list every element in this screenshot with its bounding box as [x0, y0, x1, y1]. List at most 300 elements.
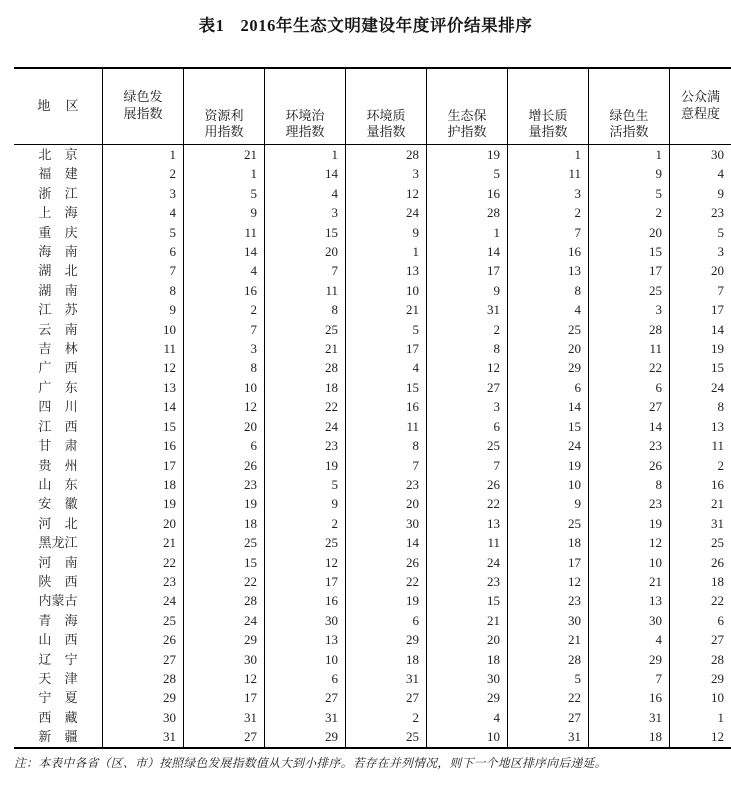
table-row	[14, 184, 731, 203]
cell-ecological-protection-index: 25	[427, 436, 508, 455]
cell-public-satisfaction: 27	[711, 632, 724, 648]
cell-green-development-index: 22	[103, 553, 184, 572]
col-header-environmental-governance-index-line1: 环境治	[285, 107, 325, 123]
table-container	[14, 36, 724, 749]
cell-green-life-index: 1	[589, 145, 670, 165]
cell-green-life-index: 17	[589, 261, 670, 280]
cell-ecological-protection-index: 14	[427, 242, 508, 261]
cell-public-satisfaction: 3	[717, 244, 724, 260]
cell-environmental-quality-index: 27	[346, 688, 427, 707]
cell-green-development-index: 26	[103, 630, 184, 649]
col-header-resource-utilization-index-line2: 用指数	[204, 124, 244, 140]
col-header-green-development-index-line2: 展指数	[123, 105, 163, 121]
cell-resource-utilization-index: 10	[184, 378, 265, 397]
table-row	[14, 553, 731, 572]
cell-ecological-protection-index: 30	[427, 669, 508, 688]
cell-green-development-index: 21	[103, 533, 184, 552]
col-header-public-satisfaction-line2: 意程度	[680, 105, 720, 121]
cell-environmental-governance-index: 17	[265, 572, 346, 591]
cell-environmental-quality-index: 25	[346, 727, 427, 747]
table-row	[14, 456, 731, 475]
cell-public-satisfaction: 23	[711, 205, 724, 221]
cell-growth-quality-index: 15	[508, 417, 589, 436]
cell-region: 天 津	[14, 669, 103, 688]
cell-green-development-index: 7	[103, 261, 184, 280]
cell-green-development-index: 9	[103, 300, 184, 319]
cell-region: 北 京	[14, 145, 103, 165]
cell-region: 吉 林	[14, 339, 103, 358]
cell-environmental-governance-index: 25	[265, 320, 346, 339]
cell-environmental-quality-index: 9	[346, 223, 427, 242]
cell-resource-utilization-index: 5	[184, 184, 265, 203]
cell-green-life-index: 10	[589, 553, 670, 572]
cell-public-satisfaction: 5	[717, 224, 724, 240]
cell-environmental-quality-index: 16	[346, 397, 427, 416]
table-row	[14, 261, 731, 280]
cell-resource-utilization-index: 26	[184, 456, 265, 475]
cell-environmental-governance-index: 5	[265, 475, 346, 494]
cell-growth-quality-index: 10	[508, 475, 589, 494]
cell-green-development-index: 5	[103, 223, 184, 242]
cell-growth-quality-index: 5	[508, 669, 589, 688]
cell-green-development-index: 17	[103, 456, 184, 475]
cell-environmental-quality-index: 29	[346, 630, 427, 649]
cell-environmental-quality-index: 23	[346, 475, 427, 494]
cell-resource-utilization-index: 11	[184, 223, 265, 242]
cell-green-development-index: 15	[103, 417, 184, 436]
cell-public-satisfaction: 24	[711, 379, 724, 395]
col-header-green-development-index	[103, 68, 184, 145]
cell-growth-quality-index: 17	[508, 553, 589, 572]
cell-growth-quality-index: 24	[508, 436, 589, 455]
cell-green-development-index: 28	[103, 669, 184, 688]
cell-green-life-index: 20	[589, 223, 670, 242]
cell-environmental-governance-index: 22	[265, 397, 346, 416]
cell-public-satisfaction: 12	[711, 729, 724, 745]
cell-public-satisfaction: 6	[717, 612, 724, 628]
cell-environmental-quality-index: 1	[346, 242, 427, 261]
cell-environmental-quality-index: 28	[346, 145, 427, 165]
cell-green-development-index: 10	[103, 320, 184, 339]
cell-growth-quality-index: 27	[508, 708, 589, 727]
col-header-environmental-quality-index-line2: 量指数	[366, 124, 406, 140]
cell-environmental-quality-index: 8	[346, 436, 427, 455]
cell-ecological-protection-index: 20	[427, 630, 508, 649]
col-header-ecological-protection-index	[427, 68, 508, 145]
cell-ecological-protection-index: 15	[427, 591, 508, 610]
cell-environmental-quality-index: 13	[346, 261, 427, 280]
cell-growth-quality-index: 22	[508, 688, 589, 707]
cell-public-satisfaction: 26	[711, 554, 724, 570]
table-row	[14, 378, 731, 397]
cell-environmental-governance-index: 27	[265, 688, 346, 707]
table-row	[14, 727, 731, 747]
col-header-green-life-index-line1: 绿色生	[609, 107, 649, 123]
cell-public-satisfaction: 9	[717, 185, 724, 201]
cell-region: 湖 南	[14, 281, 103, 300]
table-row	[14, 300, 731, 319]
table-row	[14, 514, 731, 533]
cell-resource-utilization-index: 16	[184, 281, 265, 300]
cell-environmental-quality-index: 14	[346, 533, 427, 552]
cell-growth-quality-index: 14	[508, 397, 589, 416]
cell-green-life-index: 7	[589, 669, 670, 688]
cell-growth-quality-index: 11	[508, 164, 589, 183]
cell-ecological-protection-index: 12	[427, 358, 508, 377]
cell-resource-utilization-index: 23	[184, 475, 265, 494]
cell-environmental-governance-index: 12	[265, 553, 346, 572]
cell-ecological-protection-index: 8	[427, 339, 508, 358]
cell-green-development-index: 14	[103, 397, 184, 416]
cell-resource-utilization-index: 18	[184, 514, 265, 533]
cell-growth-quality-index: 4	[508, 300, 589, 319]
cell-ecological-protection-index: 24	[427, 553, 508, 572]
cell-environmental-governance-index: 23	[265, 436, 346, 455]
cell-growth-quality-index: 23	[508, 591, 589, 610]
cell-environmental-governance-index: 24	[265, 417, 346, 436]
cell-ecological-protection-index: 4	[427, 708, 508, 727]
cell-public-satisfaction: 29	[711, 670, 724, 686]
cell-environmental-quality-index: 4	[346, 358, 427, 377]
table-number: 表1	[198, 16, 225, 35]
cell-green-development-index: 12	[103, 358, 184, 377]
cell-region: 西 藏	[14, 708, 103, 727]
table-title	[0, 0, 731, 36]
cell-environmental-quality-index: 12	[346, 184, 427, 203]
cell-environmental-governance-index: 15	[265, 223, 346, 242]
cell-environmental-quality-index: 22	[346, 572, 427, 591]
table-row	[14, 320, 731, 339]
cell-green-development-index: 30	[103, 708, 184, 727]
cell-environmental-governance-index: 29	[265, 727, 346, 747]
table-row	[14, 339, 731, 358]
cell-green-development-index: 6	[103, 242, 184, 261]
cell-region: 江 西	[14, 417, 103, 436]
cell-resource-utilization-index: 12	[184, 669, 265, 688]
cell-green-life-index: 11	[589, 339, 670, 358]
cell-environmental-governance-index: 4	[265, 184, 346, 203]
cell-green-life-index: 23	[589, 436, 670, 455]
cell-public-satisfaction: 25	[711, 535, 724, 551]
col-header-ecological-protection-index-line2: 护指数	[447, 124, 487, 140]
cell-ecological-protection-index: 7	[427, 456, 508, 475]
cell-growth-quality-index: 13	[508, 261, 589, 280]
cell-green-life-index: 23	[589, 494, 670, 513]
cell-growth-quality-index: 1	[508, 145, 589, 165]
cell-public-satisfaction: 2	[717, 457, 724, 473]
table-row	[14, 417, 731, 436]
cell-region: 广 西	[14, 358, 103, 377]
table-row	[14, 494, 731, 513]
cell-resource-utilization-index: 8	[184, 358, 265, 377]
cell-public-satisfaction: 21	[711, 496, 724, 512]
cell-green-life-index: 28	[589, 320, 670, 339]
table-title-text: 2016年生态文明建设年度评价结果排序	[240, 16, 533, 35]
cell-green-life-index: 4	[589, 630, 670, 649]
cell-environmental-governance-index: 21	[265, 339, 346, 358]
cell-environmental-governance-index: 2	[265, 514, 346, 533]
cell-green-development-index: 27	[103, 650, 184, 669]
cell-green-development-index: 13	[103, 378, 184, 397]
cell-ecological-protection-index: 19	[427, 145, 508, 165]
cell-green-development-index: 31	[103, 727, 184, 747]
cell-environmental-governance-index: 11	[265, 281, 346, 300]
cell-green-development-index: 2	[103, 164, 184, 183]
cell-resource-utilization-index: 6	[184, 436, 265, 455]
cell-growth-quality-index: 3	[508, 184, 589, 203]
cell-ecological-protection-index: 23	[427, 572, 508, 591]
cell-environmental-quality-index: 18	[346, 650, 427, 669]
cell-resource-utilization-index: 22	[184, 572, 265, 591]
cell-green-life-index: 18	[589, 727, 670, 747]
cell-green-life-index: 6	[589, 378, 670, 397]
cell-green-development-index: 23	[103, 572, 184, 591]
cell-ecological-protection-index: 22	[427, 494, 508, 513]
cell-resource-utilization-index: 15	[184, 553, 265, 572]
cell-region: 云 南	[14, 320, 103, 339]
cell-resource-utilization-index: 3	[184, 339, 265, 358]
cell-green-development-index: 19	[103, 494, 184, 513]
cell-green-development-index: 16	[103, 436, 184, 455]
cell-environmental-quality-index: 26	[346, 553, 427, 572]
cell-public-satisfaction: 13	[711, 418, 724, 434]
cell-green-development-index: 3	[103, 184, 184, 203]
table-row	[14, 145, 731, 165]
table-row	[14, 436, 731, 455]
cell-public-satisfaction: 10	[711, 690, 724, 706]
table-row	[14, 475, 731, 494]
cell-resource-utilization-index: 25	[184, 533, 265, 552]
cell-public-satisfaction: 1	[717, 709, 724, 725]
cell-resource-utilization-index: 12	[184, 397, 265, 416]
col-header-growth-quality-index-line1: 增长质	[528, 107, 568, 123]
cell-environmental-governance-index: 20	[265, 242, 346, 261]
col-header-ecological-protection-index-line1: 生态保	[447, 107, 487, 123]
cell-green-life-index: 19	[589, 514, 670, 533]
col-header-green-life-index	[589, 68, 670, 145]
cell-green-life-index: 25	[589, 281, 670, 300]
cell-green-life-index: 27	[589, 397, 670, 416]
table-row	[14, 611, 731, 630]
cell-growth-quality-index: 2	[508, 203, 589, 222]
cell-region: 上 海	[14, 203, 103, 222]
cell-environmental-governance-index: 28	[265, 358, 346, 377]
cell-green-development-index: 24	[103, 591, 184, 610]
table-row	[14, 397, 731, 416]
cell-public-satisfaction: 30	[711, 147, 724, 162]
cell-resource-utilization-index: 28	[184, 591, 265, 610]
cell-resource-utilization-index: 31	[184, 708, 265, 727]
cell-environmental-governance-index: 18	[265, 378, 346, 397]
table-footnote: 注：本表中各省（区、市）按照绿色发展指数值从大到小排序。若存在并列情况，则下一个地区排序向后递延。	[14, 755, 607, 770]
cell-growth-quality-index: 31	[508, 727, 589, 747]
cell-public-satisfaction: 31	[711, 515, 724, 531]
cell-environmental-quality-index: 5	[346, 320, 427, 339]
cell-green-life-index: 30	[589, 611, 670, 630]
col-header-public-satisfaction	[670, 68, 731, 145]
cell-region: 内蒙古	[14, 591, 103, 610]
cell-environmental-quality-index: 30	[346, 514, 427, 533]
cell-ecological-protection-index: 18	[427, 650, 508, 669]
cell-green-life-index: 14	[589, 417, 670, 436]
cell-resource-utilization-index: 29	[184, 630, 265, 649]
cell-growth-quality-index: 20	[508, 339, 589, 358]
cell-ecological-protection-index: 2	[427, 320, 508, 339]
cell-environmental-quality-index: 10	[346, 281, 427, 300]
cell-region: 新 疆	[14, 727, 103, 747]
cell-region: 宁 夏	[14, 688, 103, 707]
table-body	[14, 145, 731, 748]
cell-ecological-protection-index: 29	[427, 688, 508, 707]
cell-environmental-governance-index: 1	[265, 145, 346, 165]
cell-environmental-quality-index: 2	[346, 708, 427, 727]
col-header-region: 地 区	[14, 68, 103, 145]
cell-region: 安 徽	[14, 494, 103, 513]
cell-resource-utilization-index: 1	[184, 164, 265, 183]
cell-environmental-quality-index: 31	[346, 669, 427, 688]
cell-green-development-index: 20	[103, 514, 184, 533]
cell-resource-utilization-index: 17	[184, 688, 265, 707]
col-header-resource-utilization-index	[184, 68, 265, 145]
cell-green-development-index: 4	[103, 203, 184, 222]
cell-environmental-governance-index: 10	[265, 650, 346, 669]
cell-region: 浙 江	[14, 184, 103, 203]
cell-green-life-index: 16	[589, 688, 670, 707]
cell-region: 重 庆	[14, 223, 103, 242]
cell-ecological-protection-index: 16	[427, 184, 508, 203]
cell-green-life-index: 3	[589, 300, 670, 319]
cell-growth-quality-index: 12	[508, 572, 589, 591]
table-row	[14, 572, 731, 591]
cell-public-satisfaction: 18	[711, 573, 724, 589]
table-row	[14, 203, 731, 222]
cell-environmental-governance-index: 19	[265, 456, 346, 475]
cell-resource-utilization-index: 20	[184, 417, 265, 436]
cell-region: 海 南	[14, 242, 103, 261]
cell-growth-quality-index: 7	[508, 223, 589, 242]
cell-growth-quality-index: 16	[508, 242, 589, 261]
cell-region: 辽 宁	[14, 650, 103, 669]
cell-environmental-quality-index: 11	[346, 417, 427, 436]
cell-public-satisfaction: 17	[711, 302, 724, 318]
cell-environmental-quality-index: 17	[346, 339, 427, 358]
table-row	[14, 650, 731, 669]
cell-resource-utilization-index: 21	[184, 145, 265, 165]
cell-region: 山 东	[14, 475, 103, 494]
cell-growth-quality-index: 25	[508, 514, 589, 533]
cell-ecological-protection-index: 31	[427, 300, 508, 319]
cell-resource-utilization-index: 30	[184, 650, 265, 669]
eco-civilization-ranking-table	[14, 67, 731, 749]
cell-environmental-quality-index: 7	[346, 456, 427, 475]
cell-environmental-quality-index: 3	[346, 164, 427, 183]
cell-ecological-protection-index: 6	[427, 417, 508, 436]
cell-public-satisfaction: 19	[711, 341, 724, 357]
cell-growth-quality-index: 28	[508, 650, 589, 669]
table-row	[14, 630, 731, 649]
table-row	[14, 533, 731, 552]
cell-resource-utilization-index: 27	[184, 727, 265, 747]
table-row	[14, 358, 731, 377]
cell-green-life-index: 5	[589, 184, 670, 203]
cell-public-satisfaction: 15	[711, 360, 724, 376]
cell-ecological-protection-index: 28	[427, 203, 508, 222]
cell-resource-utilization-index: 24	[184, 611, 265, 630]
cell-resource-utilization-index: 2	[184, 300, 265, 319]
cell-green-development-index: 11	[103, 339, 184, 358]
cell-green-life-index: 12	[589, 533, 670, 552]
cell-public-satisfaction: 16	[711, 476, 724, 492]
cell-growth-quality-index: 6	[508, 378, 589, 397]
cell-region: 江 苏	[14, 300, 103, 319]
cell-environmental-governance-index: 3	[265, 203, 346, 222]
cell-green-life-index: 13	[589, 591, 670, 610]
cell-environmental-governance-index: 9	[265, 494, 346, 513]
cell-ecological-protection-index: 26	[427, 475, 508, 494]
cell-environmental-governance-index: 13	[265, 630, 346, 649]
cell-green-development-index: 18	[103, 475, 184, 494]
cell-ecological-protection-index: 3	[427, 397, 508, 416]
cell-region: 四 川	[14, 397, 103, 416]
cell-environmental-governance-index: 8	[265, 300, 346, 319]
table-row	[14, 591, 731, 610]
cell-growth-quality-index: 8	[508, 281, 589, 300]
cell-region: 青 海	[14, 611, 103, 630]
cell-region: 湖 北	[14, 261, 103, 280]
cell-green-life-index: 2	[589, 203, 670, 222]
cell-environmental-governance-index: 31	[265, 708, 346, 727]
cell-public-satisfaction: 8	[717, 399, 724, 415]
cell-ecological-protection-index: 1	[427, 223, 508, 242]
col-header-environmental-quality-index	[346, 68, 427, 145]
cell-environmental-quality-index: 20	[346, 494, 427, 513]
cell-green-development-index: 1	[103, 145, 184, 165]
table-row	[14, 281, 731, 300]
table-row	[14, 688, 731, 707]
cell-environmental-governance-index: 7	[265, 261, 346, 280]
cell-ecological-protection-index: 21	[427, 611, 508, 630]
cell-region: 河 南	[14, 553, 103, 572]
cell-ecological-protection-index: 10	[427, 727, 508, 747]
cell-region: 贵 州	[14, 456, 103, 475]
cell-green-development-index: 8	[103, 281, 184, 300]
cell-environmental-governance-index: 16	[265, 591, 346, 610]
cell-ecological-protection-index: 13	[427, 514, 508, 533]
table-row	[14, 242, 731, 261]
col-header-green-development-index-line1: 绿色发	[123, 88, 163, 104]
cell-ecological-protection-index: 27	[427, 378, 508, 397]
cell-green-development-index: 25	[103, 611, 184, 630]
cell-green-life-index: 26	[589, 456, 670, 475]
cell-resource-utilization-index: 9	[184, 203, 265, 222]
cell-ecological-protection-index: 17	[427, 261, 508, 280]
cell-green-life-index: 31	[589, 708, 670, 727]
col-header-growth-quality-index-line2: 量指数	[528, 124, 568, 140]
cell-green-life-index: 8	[589, 475, 670, 494]
cell-region: 山 西	[14, 630, 103, 649]
table-row	[14, 708, 731, 727]
cell-growth-quality-index: 25	[508, 320, 589, 339]
cell-environmental-governance-index: 25	[265, 533, 346, 552]
col-header-environmental-governance-index-line2: 理指数	[285, 124, 325, 140]
table-row	[14, 669, 731, 688]
cell-green-life-index: 9	[589, 164, 670, 183]
cell-growth-quality-index: 9	[508, 494, 589, 513]
col-header-environmental-governance-index	[265, 68, 346, 145]
cell-public-satisfaction: 20	[711, 263, 724, 279]
cell-environmental-quality-index: 21	[346, 300, 427, 319]
cell-public-satisfaction: 14	[711, 321, 724, 337]
